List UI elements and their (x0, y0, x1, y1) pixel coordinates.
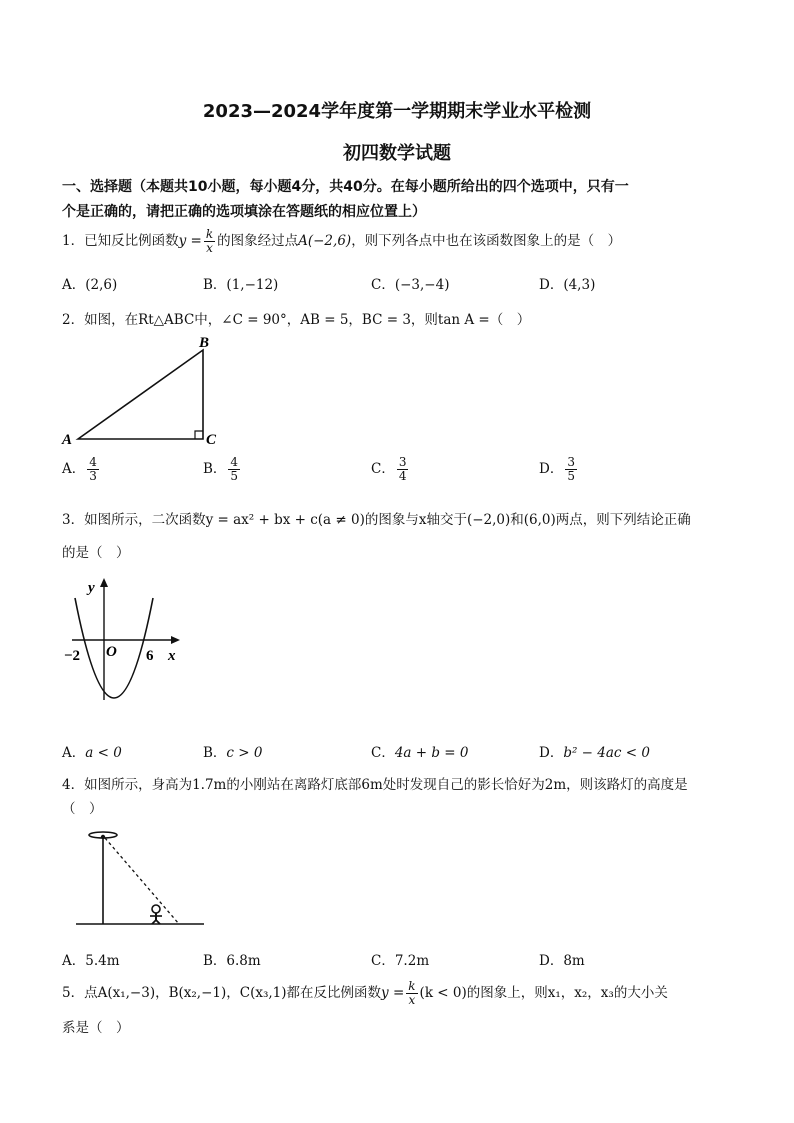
q3-parabola-figure (60, 572, 190, 712)
question-3-line1: 3．如图所示，二次函数y = ax² + bx + c(a ≠ 0)的图象与x轴交于(−2,0)和(6,0)两点，则下列结论正确 (62, 512, 691, 528)
q1-lhs: y = (178, 233, 202, 249)
q3-option-d: D．b² − 4ac < 0 (539, 745, 650, 761)
q1-option-d: D．(4,3) (539, 277, 596, 293)
q2-triangle-figure (60, 330, 230, 455)
q5-prefix: 5．点A(x₁,−3)，B(x₂,−1)，C(x₃,1)都在反比例函数 (62, 985, 382, 1001)
question-5-line2: 系是（ ） (62, 1020, 130, 1036)
q1-frac-num: k (205, 227, 214, 241)
q4-option-a: A．5.4m (62, 953, 120, 969)
question-1 (62, 228, 621, 255)
lamp-bulb (101, 835, 105, 839)
section-heading-line1: 一、选择题（本题共10小题，每小题4分，共40分。在每小题所给出的四个选项中，只有一 (62, 179, 629, 195)
label-six: 6 (146, 648, 154, 664)
label-origin: O (106, 644, 117, 660)
q2-option-a: A． $\frac{4}{3}$ (62, 455, 97, 483)
light-ray (105, 838, 179, 924)
q4-option-d: D．8m (539, 953, 585, 969)
q1-option-c: C．(−3,−4) (371, 277, 450, 293)
question-4-line2: （ ） (62, 801, 103, 817)
q5-lhs: y = (381, 985, 405, 1001)
q2-option-b: B． $\frac{4}{5}$ (203, 455, 239, 483)
y-axis-arrow (100, 578, 108, 587)
x-axis-arrow (171, 636, 180, 644)
question-3-line2: 的是（ ） (62, 545, 130, 561)
right-angle-mark (195, 431, 203, 439)
q2-option-c: C． $\frac{3}{4}$ (371, 455, 407, 483)
q5-frac-den: x (408, 993, 416, 1007)
triangle-abc (78, 350, 203, 439)
q1-suffix: ，则下列各点中也在该函数图象上的是（ ） (351, 233, 622, 249)
label-y: y (88, 580, 95, 596)
label-a: A (62, 432, 73, 448)
q1-option-b: B．(1,−12) (203, 277, 279, 293)
q5-suffix: (k < 0)的图象上，则x₁，x₂，x₃的大小关 (419, 985, 668, 1001)
page-subtitle: 初四数学试题 (343, 143, 451, 164)
question-5 (62, 980, 668, 1007)
section-heading-line2: 个是正确的，请把正确的选项填涂在答题纸的相应位置上） (62, 204, 426, 220)
q5-frac-num: k (408, 979, 416, 993)
label-b: B (199, 335, 210, 351)
q4-option-c: C．7.2m (371, 953, 430, 969)
q1-prefix: 1．已知反比例函数 (62, 233, 179, 249)
q5-fraction (406, 980, 417, 1007)
q4-streetlight-figure (70, 825, 210, 933)
label-neg2: −2 (64, 648, 81, 664)
q2-option-d: D． $\frac{3}{5}$ (539, 455, 575, 483)
q1-point: A(−2,6) (298, 233, 352, 249)
page-title: 2023—2024学年度第一学期期末学业水平检测 (202, 101, 592, 122)
q3-option-b: B．c > 0 (203, 745, 263, 761)
person-head (152, 905, 160, 913)
q3-option-c: C．4a + b = 0 (371, 745, 469, 761)
label-c: C (206, 432, 217, 448)
q4-option-b: B．6.8m (203, 953, 261, 969)
question-2: 2．如图，在Rt△ABC中，∠C = 90°，AB = 5，BC = 3，则tan A =（ ） (62, 312, 531, 328)
q1-fraction (204, 228, 215, 255)
label-x: x (168, 648, 176, 664)
q1-frac-den: x (206, 241, 213, 255)
q3-option-a: A．a < 0 (62, 745, 122, 761)
question-4-line1: 4．如图所示，身高为1.7m的小刚站在离路灯底部6m处时发现自己的影长恰好为2m，则该路灯的高度是 (62, 777, 688, 793)
q1-option-a: A．(2,6) (62, 277, 118, 293)
q1-mid: 的图象经过点 (217, 233, 299, 249)
